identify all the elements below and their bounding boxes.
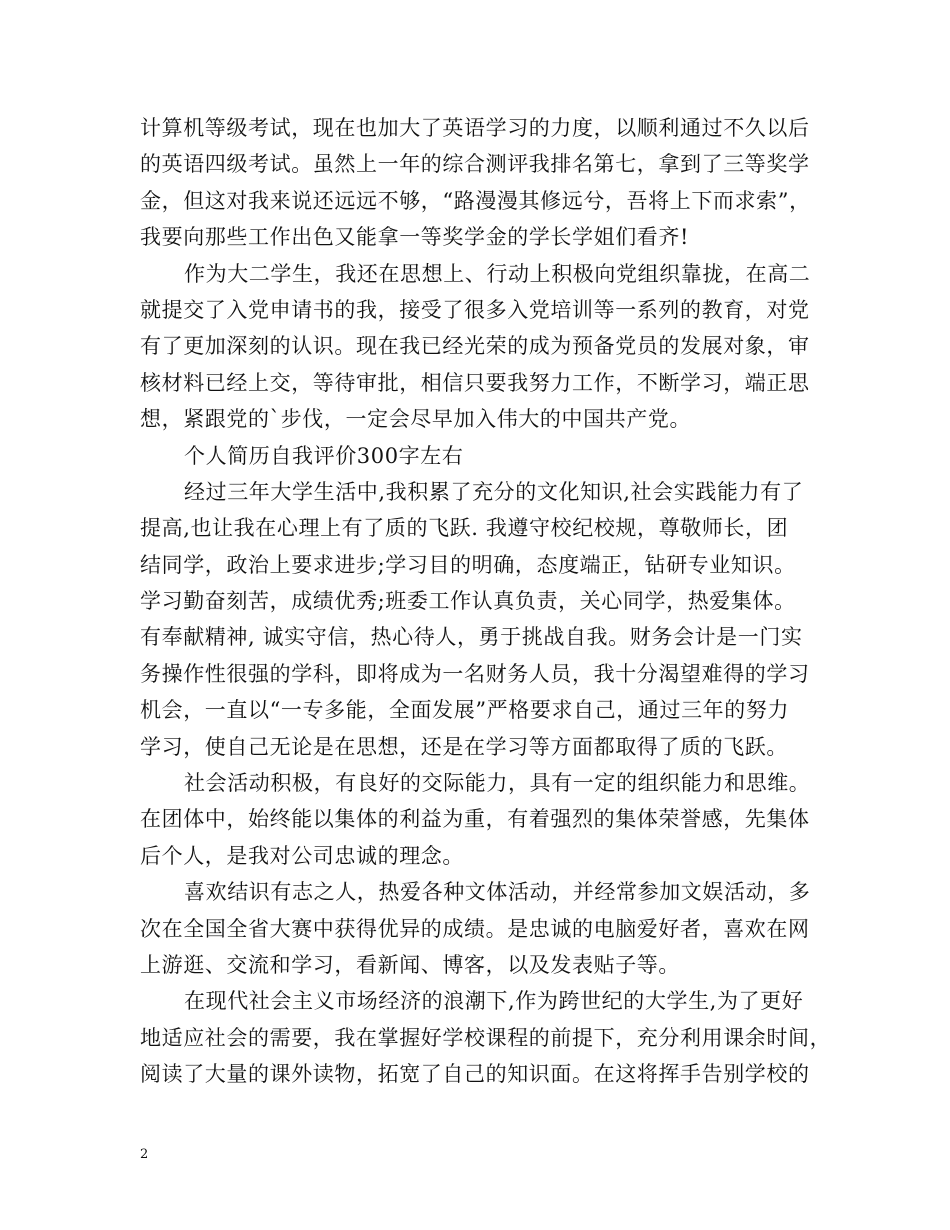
text-line: 有奉献精神, 诚实守信，热心待人，勇于挑战自我。财务会计是一门实 <box>140 625 803 650</box>
paragraph-start-line: 经过三年大学生活中,我积累了充分的文化知识,社会实践能力有了 <box>184 479 804 504</box>
text-line: 阅读了大量的课外读物，拓宽了自己的知识面。在这将挥手告别学校的 <box>140 1062 810 1087</box>
paragraph-start-line: 喜欢结识有志之人，热爱各种文体活动，并经常参加文娱活动，多 <box>184 880 811 905</box>
text-line: 有了更加深刻的认识。现在我已经光荣的成为预备党员的发展对象，审 <box>140 334 810 359</box>
text-line: 就提交了入党申请书的我，接受了很多入党培训等一系列的教育，对党 <box>140 297 810 322</box>
text-line: 提高,也让我在心理上有了质的飞跃. 我遵守校纪校规，尊敬师长，团 <box>140 516 789 541</box>
section-heading: 个人简历自我评价300字左右 <box>184 443 464 468</box>
text-line: 学习勤奋刻苦，成绩优秀;班委工作认真负责，关心同学，热爱集体。 <box>140 589 796 614</box>
text-line: 务操作性很强的学科，即将成为一名财务人员，我十分渴望难得的学习 <box>140 661 810 686</box>
text-line: 地适应社会的需要，我在掌握好学校课程的前提下，充分利用课余时间， <box>140 1025 832 1050</box>
page-number: 2 <box>140 1147 149 1162</box>
text-line: 次在全国全省大赛中获得优异的成绩。是忠诚的电脑爱好者，喜欢在网 <box>140 916 810 941</box>
paragraph-start-line: 社会活动积极，有良好的交际能力，具有一定的组织能力和思维。 <box>184 771 811 796</box>
text-line: 在团体中，始终能以集体的利益为重，有着强烈的集体荣誉感，先集体 <box>140 807 810 832</box>
document-body <box>140 110 832 1093</box>
text-line: 核材料已经上交，等待审批，相信只要我努力工作，不断学习，端正思 <box>140 370 810 395</box>
text-line: 的英语四级考试。虽然上一年的综合测评我排名第七，拿到了三等奖学 <box>140 152 810 177</box>
text-line: 计算机等级考试，现在也加大了英语学习的力度，以顺利通过不久以后 <box>140 116 810 140</box>
text-line: 想，紧跟党的`步伐，一定会尽早加入伟大的中国共产党。 <box>140 407 692 432</box>
text-line: 结同学，政治上要求进步;学习目的明确，态度端正，钻研专业知识。 <box>140 552 796 577</box>
paragraph-start-line: 作为大二学生，我还在思想上、行动上积极向党组织靠拢，在高二 <box>184 261 811 286</box>
text-line: 学习，使自己无论是在思想，还是在学习等方面都取得了质的飞跃。 <box>140 734 788 759</box>
text-line: 金，但这对我来说还远远不够，“路漫漫其修远兮，吾将上下而求索”， <box>140 188 811 213</box>
text-line: 机会，一直以“一专多能，全面发展”严格要求自己，通过三年的努力 <box>140 698 790 723</box>
text-line: 我要向那些工作出色又能拿一等奖学金的学长学姐们看齐! <box>140 225 690 250</box>
text-line: 上游逛、交流和学习，看新闻、博客，以及发表贴子等。 <box>140 952 680 977</box>
text-line: 后个人，是我对公司忠诚的理念。 <box>140 843 464 868</box>
paragraph-start-line: 在现代社会主义市场经济的浪潮下,作为跨世纪的大学生,为了更好 <box>184 989 804 1014</box>
